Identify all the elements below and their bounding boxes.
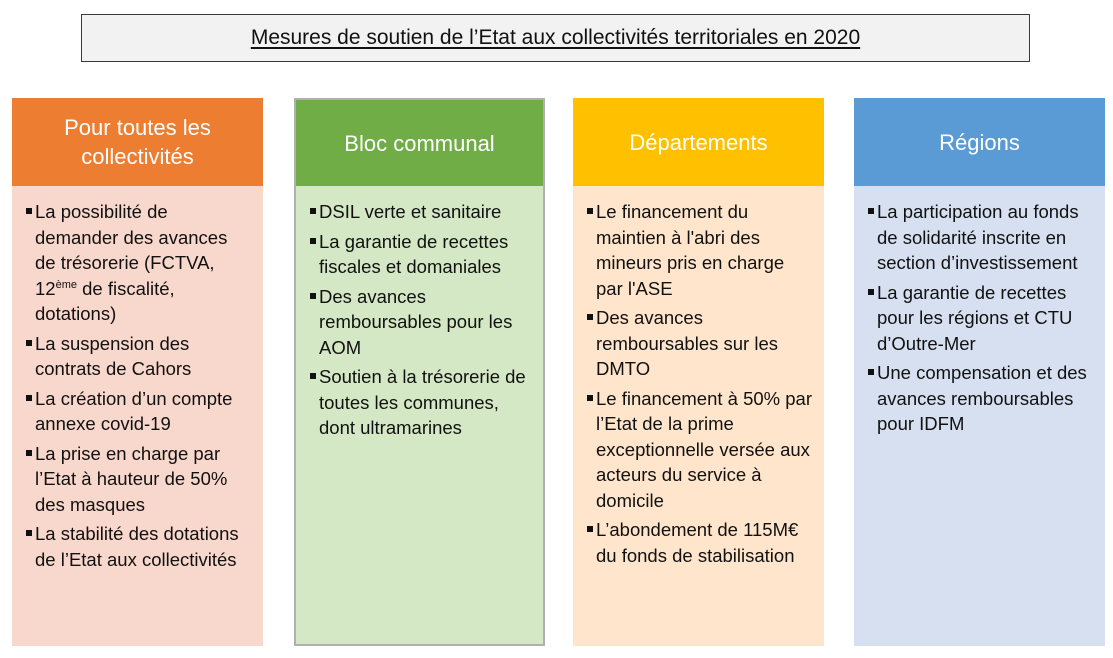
column-body xyxy=(12,186,263,646)
column-all-collectivities xyxy=(12,98,263,646)
title-box xyxy=(81,14,1030,62)
list-item: La garantie de recettes pour les régions et CTU d’Outre-Mer xyxy=(868,280,1093,357)
column-body xyxy=(854,186,1105,646)
list-item: La création d’un compte annexe covid-19 xyxy=(26,386,251,437)
list-item: Des avances remboursables pour les AOM xyxy=(310,284,531,361)
list-item: Des avances remboursables sur les DMTO xyxy=(587,305,812,382)
column-body xyxy=(573,186,824,646)
list-item: La possibilité de demander des avances de trésorerie (FCTVA, 12ème de fiscalité, dotations) xyxy=(26,199,251,327)
list-item: La participation au fonds de solidarité inscrite en section d’investissement xyxy=(868,199,1093,276)
column-body xyxy=(294,186,545,646)
list-item: Une compensation et des avances remboursables pour IDFM xyxy=(868,360,1093,437)
list-item: Le financement du maintien à l'abri des mineurs pris en charge par l'ASE xyxy=(587,199,812,301)
column-heading: Bloc communal xyxy=(294,98,545,186)
list-item: La suspension des contrats de Cahors xyxy=(26,331,251,382)
list-item: L’abondement de 115M€ du fonds de stabilisation xyxy=(587,517,812,568)
column-departements xyxy=(573,98,824,646)
list-item: DSIL verte et sanitaire xyxy=(310,199,531,225)
page-title: Mesures de soutien de l’Etat aux collectivités territoriales en 2020 xyxy=(250,26,861,49)
column-bloc-communal xyxy=(294,98,545,646)
list-item: La prise en charge par l’Etat à hauteur de 50% des masques xyxy=(26,441,251,518)
list-item: La garantie de recettes fiscales et domaniales xyxy=(310,229,531,280)
column-heading: Départements xyxy=(573,98,824,186)
column-heading: Pour toutes les collectivités xyxy=(12,98,263,186)
list-item: Le financement à 50% par l’Etat de la prime exceptionnelle versée aux acteurs du service à domicile xyxy=(587,386,812,514)
list-item: Soutien à la trésorerie de toutes les communes, dont ultramarines xyxy=(310,364,531,441)
column-heading: Régions xyxy=(854,98,1105,186)
column-regions xyxy=(854,98,1105,646)
list-item: La stabilité des dotations de l’Etat aux collectivités xyxy=(26,521,251,572)
